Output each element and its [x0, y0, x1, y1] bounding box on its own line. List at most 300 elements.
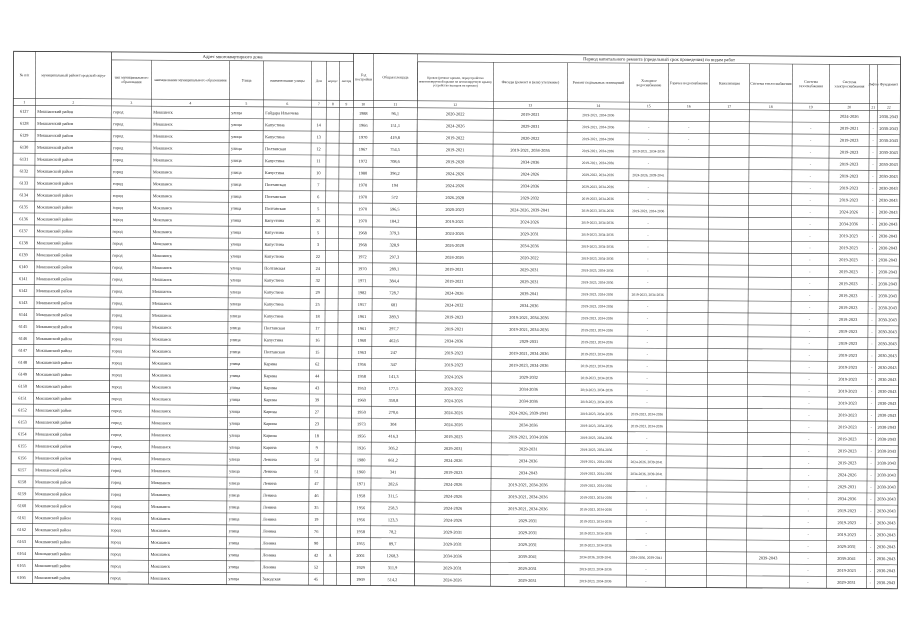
cell-c21: - — [872, 125, 874, 131]
column-number: 8 — [331, 102, 334, 107]
cell-c13: 2019-2021, 2034-2036 — [508, 506, 548, 512]
cell-n: 6130 — [19, 144, 29, 150]
cell-c12: 2019-2023 — [444, 314, 464, 320]
cell-h: 19 — [314, 516, 319, 522]
column-number: 9 — [345, 102, 348, 107]
cell-c21: - — [870, 376, 873, 382]
cell-c22: 2030-2043 — [878, 257, 898, 263]
cell-y: 1970 — [358, 182, 368, 188]
cell-c13: 2020-2022 — [520, 255, 539, 261]
cell-c22: 2030-2043 — [877, 448, 897, 454]
cell-h: 24 — [315, 265, 320, 271]
column-header: Лифты — [868, 82, 879, 87]
cell-m: Мокшанск — [151, 468, 171, 474]
cell-t: город — [111, 420, 122, 426]
cell-sn: Капустина — [264, 170, 285, 176]
cell-c20: 2019-2023 — [838, 293, 858, 299]
column-header: Дом — [315, 78, 323, 83]
cell-c19: - — [808, 316, 811, 322]
cell-m: Мокшанск — [152, 276, 172, 283]
cell-t: город — [111, 408, 122, 414]
column-header: Год постройки — [354, 73, 373, 82]
cell-sn: Ленина — [262, 540, 277, 546]
cell-c19: - — [809, 137, 812, 143]
cell-sn: Заводская — [262, 576, 281, 582]
cell-t: город — [110, 575, 121, 581]
cell-st: улица — [230, 277, 241, 283]
cell-y: 1926 — [356, 445, 366, 451]
cell-c19: - — [807, 555, 809, 561]
cell-st: улица — [228, 576, 240, 582]
cell-st: улица — [228, 480, 240, 486]
cell-c12: 2024-2026 — [444, 290, 464, 296]
cell-m: Мокшанск — [152, 205, 173, 211]
cell-t: город — [110, 515, 121, 521]
column-header: муниципальный район/городской округ — [41, 73, 106, 78]
column-number: 5 — [245, 101, 248, 106]
cell-m: Мокшанск — [150, 551, 171, 557]
cell-c21: - — [871, 257, 874, 263]
cell-t: город — [111, 431, 122, 438]
cell-h: 27 — [314, 409, 320, 415]
cell-a: 151,1 — [390, 122, 401, 129]
cell-c19: - — [808, 328, 811, 334]
cell-n: 6161 — [17, 515, 27, 521]
cell-r: Мокшанский район — [37, 120, 74, 127]
cell-c19: - — [808, 388, 810, 394]
cell-a: 728,7 — [389, 290, 400, 296]
cell-a: 754,5 — [390, 146, 400, 152]
cell-c14: 2019-2023, 2034-2036 — [579, 567, 612, 572]
cell-m: Мокшанск — [153, 109, 173, 115]
cell-c19: - — [807, 567, 809, 573]
row-divider — [12, 356, 899, 361]
cell-c20: 2019-2023 — [839, 185, 859, 191]
cell-c12: 2024-2026 — [443, 505, 463, 511]
cell-c15: - — [647, 184, 650, 190]
column-number: 4 — [189, 101, 192, 106]
cell-st: улица — [229, 396, 241, 402]
cell-c21: - — [870, 520, 872, 526]
column-header: Система газоснабжения — [798, 79, 823, 89]
cell-st: улица — [230, 157, 242, 163]
cell-c13: 2029-2031 — [520, 123, 540, 129]
cell-r: Мокшанский район — [34, 574, 71, 581]
cell-t: город — [111, 396, 122, 402]
cell-y: 1961 — [357, 313, 367, 320]
cell-y: 1966 — [358, 122, 368, 128]
cell-st: улица — [229, 337, 241, 343]
cell-c12: 2020-2023 — [445, 206, 465, 213]
cell-st: улица — [230, 181, 242, 187]
cell-c19: - — [809, 161, 812, 167]
cell-c13: 2029-2031 — [519, 267, 539, 273]
cell-m: Мокшанск — [153, 145, 173, 151]
cell-a: 297,3 — [389, 254, 400, 260]
cell-c12: 2024-2026 — [445, 171, 465, 177]
column-header: Фасады (ремонт и (или) утепление) — [501, 80, 560, 85]
cell-a: 194 — [391, 182, 399, 188]
cell-st: улица — [229, 432, 240, 438]
column-header: Система электроснабжения — [834, 80, 865, 89]
cell-m: Мокшанск — [150, 491, 171, 498]
cell-c22: 2030-2043 — [877, 353, 897, 359]
cell-sn: Карина — [263, 444, 277, 450]
cell-c20: 2019-2023 — [838, 376, 857, 382]
cell-c15: - — [645, 447, 648, 453]
cell-c15: 2034-2036, 2039-2041 — [629, 555, 663, 560]
cell-sn: Капустина — [264, 289, 284, 295]
cell-c12: 2019-2023 — [443, 434, 463, 440]
cell-c19: - — [808, 292, 811, 298]
cell-r: Мокшанский район — [35, 395, 72, 401]
cell-sn: Капустина — [265, 134, 285, 140]
cell-t: город — [111, 455, 122, 461]
cell-r: Мокшанский район — [35, 467, 72, 473]
cell-y: 1953 — [357, 385, 366, 391]
column-number: 17 — [727, 104, 732, 109]
cell-y: 1982 — [357, 290, 367, 296]
cell-c12: 2024-2026 — [444, 410, 463, 416]
cell-h: 62 — [315, 361, 320, 367]
cell-c21: - — [872, 161, 874, 167]
cell-c22: 2030-2043 — [877, 412, 897, 418]
cell-c14: 2019-2023, 2034-2036 — [581, 268, 614, 273]
column-header: наименование улицы — [270, 78, 305, 83]
column-divider — [665, 63, 668, 587]
cell-m: Мокшанск — [151, 348, 172, 354]
cell-a: 123,3 — [387, 517, 398, 523]
cell-c12: 2034-2036 — [444, 338, 464, 344]
cell-c15: - — [646, 327, 649, 333]
cell-st: улица — [229, 361, 241, 367]
cell-r: Мокшанский район — [37, 108, 74, 115]
cell-h: 76 — [314, 528, 319, 534]
cell-c21: - — [871, 281, 873, 287]
cell-c20: 2019-2023 — [839, 137, 859, 143]
cell-r: Мокшанский район — [34, 479, 71, 485]
cell-c21: - — [870, 364, 873, 370]
cell-c14: 2019-2023, 2034-2036 — [580, 340, 613, 345]
cell-c22: 2030-2043 — [877, 436, 897, 442]
row-divider — [11, 476, 898, 481]
cell-c19: - — [807, 543, 809, 549]
column-number: 11 — [393, 102, 398, 107]
cell-c19: - — [808, 352, 811, 358]
cell-r: Мокшанский район — [35, 455, 72, 461]
cell-h: 11 — [316, 158, 321, 164]
row-divider — [11, 440, 898, 445]
cell-c14: 2019-2023, 2034-2036 — [580, 411, 613, 417]
cell-c15: - — [647, 267, 649, 273]
cell-n: 6134 — [19, 192, 29, 198]
cell-c19: - — [809, 233, 811, 239]
row-divider — [12, 320, 899, 325]
cell-t: город — [112, 264, 123, 270]
cell-a: 96,1 — [391, 111, 400, 117]
cell-h: 52 — [313, 564, 319, 570]
cell-c15: - — [647, 220, 649, 226]
cell-t: город — [110, 503, 122, 509]
cell-c22: 2030-2043 — [878, 269, 898, 275]
cell-n: 6157 — [17, 467, 27, 473]
cell-t: город — [111, 443, 122, 450]
cell-sn: Ленина — [263, 456, 277, 462]
cell-c21: - — [871, 221, 874, 227]
cell-a: 304 — [390, 421, 397, 427]
cell-c19: - — [809, 149, 812, 155]
cell-r: Мокшанский район — [35, 431, 72, 437]
column-divider — [564, 63, 567, 587]
cell-c19: - — [808, 400, 810, 406]
column-number: 13 — [528, 103, 533, 108]
cell-c20: 2019-2023 — [837, 460, 857, 466]
cell-r: Мокшанский район — [35, 407, 72, 413]
column-header: Кровля (ремонт кровли, переустройство невентилируемой крыши на вентилируемую крышу, устройство выходов на кровлю) — [418, 75, 493, 88]
cell-c20: 2019-2023 — [838, 269, 858, 275]
cell-c15: 2019-2023, 2034-2036 — [630, 424, 663, 429]
cell-c15: - — [646, 399, 648, 405]
cell-y: 1958 — [356, 529, 366, 535]
column-header: Канализация — [719, 81, 740, 86]
cell-c13: 2029-2032 — [520, 195, 540, 201]
cell-c15: 2024-2026, 2039-2041 — [630, 460, 663, 465]
cell-a: 305,2 — [388, 445, 399, 451]
cell-n: 6165 — [17, 562, 26, 568]
cell-st: улица — [228, 528, 240, 534]
cell-st: улица — [229, 384, 241, 390]
cell-m: Мокшанск — [150, 527, 171, 533]
cell-a: 89,7 — [388, 541, 397, 547]
cell-c22: 2030-2043 — [876, 568, 896, 574]
cell-a: 184,2 — [389, 218, 400, 224]
cell-n: 6166 — [17, 574, 26, 580]
cell-h: 10 — [316, 170, 321, 176]
cell-y: 1955 — [356, 541, 365, 547]
row-divider — [12, 297, 899, 302]
cell-a: 177,5 — [388, 385, 399, 391]
column-divider — [370, 54, 373, 586]
cell-sn: Капустина — [263, 337, 284, 343]
cell-c12: 2029-2031 — [443, 565, 462, 571]
address-group-title: Адрес многоквартирного дома — [202, 53, 263, 60]
cell-m: Мокшанск — [151, 324, 172, 330]
cell-y: 1968 — [358, 230, 367, 236]
cell-sn: Ленина — [262, 516, 277, 522]
column-divider — [308, 61, 311, 585]
cell-r: Мокшанский район — [35, 323, 72, 330]
works-group-title: Период капитального ремонта (предельный срок проведения) по видам работ — [583, 56, 736, 63]
cell-y: 2001 — [356, 552, 365, 559]
cell-a: 350,8 — [388, 397, 399, 403]
cell-sn: Гайдара Ильичева — [265, 110, 299, 116]
cell-c13: 2034-2036 — [519, 386, 538, 392]
cell-t: город — [110, 563, 121, 569]
cell-c21: - — [869, 580, 872, 586]
row-divider — [13, 213, 900, 218]
cell-n: 6141 — [18, 276, 28, 282]
row-divider — [11, 428, 898, 433]
cell-n: 6145 — [18, 323, 28, 329]
cell-sn: Капустина — [264, 301, 284, 307]
cell-c12: 2019-2022 — [445, 135, 465, 141]
row-divider — [11, 500, 898, 505]
cell-c20: 2019-2023 — [838, 400, 857, 406]
cell-c22: 2030-2043 — [878, 317, 897, 323]
cell-c21: - — [872, 197, 874, 203]
cell-r: Мокшанский район — [36, 216, 73, 222]
cell-c14: 2019-2023, 2034-2036 — [580, 447, 613, 453]
column-number: 18 — [768, 104, 773, 109]
cell-t: город — [110, 491, 122, 497]
cell-y: 1960 — [357, 397, 366, 403]
cell-sn: Ленина — [262, 552, 277, 558]
cell-c21: - — [870, 460, 872, 466]
cell-sn: Полтавская — [264, 265, 286, 271]
cell-c21: - — [870, 472, 872, 478]
cell-st: улица — [230, 169, 242, 175]
cell-y: 1970 — [358, 218, 367, 224]
cell-c14: 2019-2023, 2034-2036 — [580, 328, 613, 333]
cell-c22: 2030-2043 — [877, 376, 897, 383]
cell-m: Мокшанск — [150, 480, 171, 486]
cell-sn: Капустина — [264, 229, 284, 235]
cell-r: Мокшанский район — [36, 276, 73, 282]
column-divider — [826, 64, 829, 588]
cell-m: Мокшанск — [152, 300, 172, 306]
column-header: наименование муниципального образования — [154, 78, 227, 83]
cell-c21: - — [870, 436, 873, 442]
cell-c12: 2019-2020 — [445, 159, 465, 165]
cell-c13: 2029-2031 — [518, 530, 538, 536]
cell-y: 1971 — [356, 481, 366, 487]
cell-m: Мокшанск — [152, 157, 173, 163]
cell-c14: 2019-2023, 2034-2036 — [581, 244, 614, 249]
cell-h: 16 — [315, 337, 320, 343]
cell-n: 6152 — [18, 407, 27, 413]
cell-h: 18 — [315, 313, 320, 319]
cell-a: 462,6 — [389, 338, 399, 344]
cell-m: Мокшанск — [151, 420, 171, 426]
cell-c15: - — [646, 363, 648, 369]
cell-c21: - — [870, 448, 872, 454]
cell-sn: Карина — [263, 385, 277, 391]
column-number: 10 — [361, 102, 366, 107]
cell-c22: 2030-2043 — [879, 125, 899, 132]
cell-c15: - — [645, 506, 648, 512]
cell-c14: 2019-2023, 2034-2036 — [579, 543, 612, 548]
cell-c13: 2019-2023, 2034-2036 — [509, 362, 549, 368]
cell-m: Мокшанск — [151, 444, 171, 450]
cell-y: 1970 — [358, 134, 368, 140]
cell-r: Мокшанский район — [36, 156, 73, 162]
cell-c22: 2030-2043 — [877, 364, 897, 371]
cell-c14: 2019-2023, 2034-2036 — [579, 531, 612, 536]
cell-a: 347 — [390, 361, 397, 368]
column-header: Улица — [241, 78, 252, 83]
cell-c22: 2030-2043 — [878, 209, 898, 215]
cell-r: Мокшанский район — [36, 300, 73, 306]
cell-c15: 2019-2023, 2034-2036 — [630, 412, 663, 417]
cell-c22: 2030-2043 — [879, 161, 898, 167]
cell-c15: - — [647, 196, 649, 202]
cell-c12: 2020-2022 — [444, 386, 463, 392]
cell-c20: 2019-2023 — [838, 412, 857, 418]
cell-c19: - — [809, 185, 812, 191]
cell-c15: 2019-2021, 2034-2036 — [632, 149, 665, 154]
cell-t: город — [111, 372, 122, 378]
row-divider — [13, 177, 900, 182]
cell-n: 6156 — [17, 455, 27, 461]
cell-n: 6129 — [19, 132, 29, 138]
cell-c15: - — [647, 160, 650, 166]
cell-c13: 2034-2036 — [519, 398, 538, 404]
cell-m: Мокшанск — [151, 336, 172, 342]
cell-c22: 2030-2043 — [879, 114, 899, 120]
cell-c15: - — [646, 351, 649, 357]
cell-m: Мокшанск — [150, 539, 171, 545]
row-divider — [12, 285, 899, 290]
cell-c13: 2029-2031 — [519, 279, 539, 285]
column-header: Горячее водоснабжение — [669, 81, 709, 86]
cell-c22: 2030-2043 — [879, 149, 898, 155]
cell-r: Мокшанский район — [36, 180, 73, 186]
cell-c14: 2019-2023, 2034-2036 — [579, 507, 612, 512]
cell-sn: Карина — [263, 432, 277, 439]
cell-c12: 2019-2023 — [444, 350, 464, 356]
column-divider — [789, 64, 792, 588]
cell-c20: 2019-2023 — [837, 448, 857, 454]
cell-h: 42 — [313, 552, 319, 558]
cell-c20: 2034-2036 — [837, 496, 857, 502]
cell-t: город — [113, 145, 124, 151]
cell-sn: Ленина — [262, 564, 277, 570]
cell-c21: - — [869, 544, 872, 550]
cell-st: улица — [229, 444, 240, 450]
cell-c15: - — [646, 315, 649, 321]
cell-t: город — [112, 300, 123, 306]
cell-r: Мокшанский район — [34, 562, 71, 569]
cell-c21: - — [869, 568, 872, 574]
cell-c22: 2030-2043 — [878, 245, 898, 251]
cell-t: город — [112, 228, 123, 234]
cell-st: улица — [230, 193, 242, 199]
cell-r: Мокшанский район — [35, 419, 72, 425]
cell-h: 26 — [315, 218, 321, 224]
cell-c19: - — [809, 257, 811, 263]
cell-y: 1956 — [356, 517, 366, 523]
cell-c20: 2019-2023 — [839, 149, 859, 155]
cell-c15: 2034-2036, 2039-2041 — [630, 472, 663, 477]
cell-n: 6139 — [19, 252, 28, 258]
cell-h: 14 — [316, 122, 321, 128]
header-group-line — [112, 60, 354, 61]
cell-m: Мокшанск — [150, 575, 170, 581]
cell-m: Мокшанск — [151, 372, 172, 378]
cell-c21: - — [870, 496, 872, 502]
cell-c20: 2019-2023 — [837, 520, 857, 526]
cell-t: город — [112, 157, 124, 163]
row-divider — [11, 404, 898, 409]
cell-sn: Карина — [263, 361, 278, 367]
cell-c13: 2029-2031 — [518, 446, 538, 452]
cell-c22: 2030-2043 — [876, 556, 896, 562]
cell-c13: 2034-2036 — [520, 159, 540, 165]
cell-c15: 2019-2023, 2034-2036 — [632, 209, 665, 214]
cell-c12: 2019-2021 — [444, 326, 464, 332]
column-number: 7 — [317, 102, 320, 107]
column-header: корпус — [328, 78, 338, 84]
